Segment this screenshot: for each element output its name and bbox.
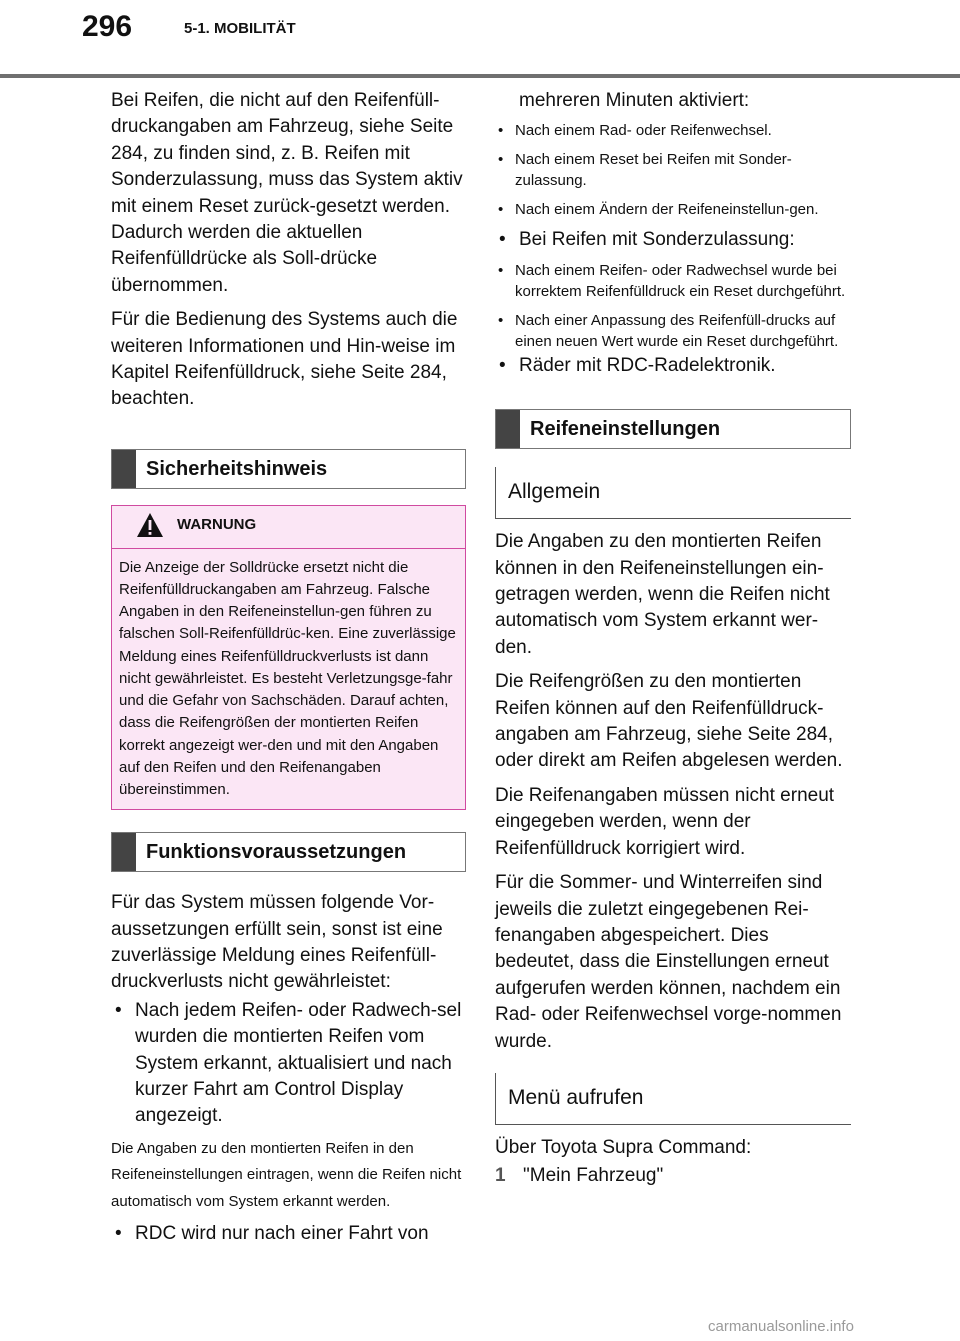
right-column: [495, 88, 851, 1190]
step-number: 1: [495, 1165, 506, 1187]
menu-heading: Menü aufrufen: [495, 1073, 851, 1125]
heading-bar: [112, 450, 136, 488]
warning-box: [111, 505, 466, 810]
step-text: "Mein Fahrzeug": [523, 1165, 664, 1187]
left-column: [111, 88, 466, 1253]
general-paragraph-3: Die Reifenangaben müssen nicht erneut eingegeben werden, wenn der Reifenfülldruck korrigiert wird.: [495, 784, 835, 859]
heading-bar: [112, 833, 136, 871]
continued-text: mehreren Minuten aktiviert:: [519, 90, 750, 111]
sub-bullet: • Nach einem Reifen- oder Radwechsel wurde bei korrektem Reifenfülldruck ein Reset durchgeführt.: [495, 260, 851, 303]
warning-icon: [136, 512, 164, 538]
general-paragraph-1: Die Angaben zu den montierten Reifen können in den Reifeneinstellungen ein-getragen werden, wenn die Reifen nicht automatisch vom System erkannt wer-den.: [495, 531, 830, 658]
special-tires-bullet: • Bei Reifen mit Sonderzulassung:: [495, 227, 851, 253]
sub-bullet: • Nach einem Reset bei Reifen mit Sonder-zulassung.: [495, 149, 851, 192]
warning-header: [112, 506, 465, 549]
warning-text: Die Anzeige der Solldrücke ersetzt nicht die Reifenfülldruckangaben am Fahrzeug. Falsche Angaben in den Reifeneinstellun-gen führen zu falschen Soll-Reifenfülldrüc-ken. Eine zuverlässige Meldung eines Reifenfülldruckverlusts ist dann nicht gewährleistet. Es besteht Verletzungsge-fahr und die Gefahr von Sachschäden. Darauf achten, dass die Reifengrößen der montierten Reifen korrekt angezeigt wer-den und mit den Angaben auf den Reifen und den Reifenangaben übereinstimmen.: [119, 558, 456, 798]
rdc-bullet: • Räder mit RDC-Radelektronik.: [495, 353, 851, 379]
function-paragraph: Für das System müssen folgende Vor-aussetzungen erfüllt sein, sonst ist eine zuverlässige Meldung eines Reifenfüll-druckverlusts nicht gewährleistet:: [111, 892, 443, 993]
general-paragraph-4: Für die Sommer- und Winterreifen sind jeweils die zuletzt eingegebenen Rei-fenangaben abgespeichert. Dies bedeutet, dass die Einstellungen erneut aufgerufen werden können, nachdem ein Rad- oder Reifenwechsel vorge-nommen wurde.: [495, 872, 842, 1052]
page-number: 296: [82, 10, 133, 43]
safety-heading: [111, 449, 466, 489]
safety-heading-text: Sicherheitshinweis: [146, 457, 328, 480]
menu-step-1: [495, 1163, 851, 1189]
general-paragraph-2: Die Reifengrößen zu den montierten Reifen können auf den Reifenfülldruck-angaben am Fahrzeug, siehe Seite 284, oder direkt am Reifen abgelesen werden.: [495, 671, 843, 772]
menu-intro: Über Toyota Supra Command:: [495, 1136, 752, 1158]
header-divider: [0, 74, 960, 78]
function-heading: [111, 832, 466, 872]
intro-paragraph-1: Bei Reifen, die nicht auf den Reifenfüll-druckangaben am Fahrzeug, siehe Seite 284, zu finden sind, z. B. Reifen mit Sonderzulassung, muss das System aktiv mit einem Reset zurück-gesetzt werden. Dadurch werden die aktuellen Reifenfülldrücke als Soll-drücke übernommen.: [111, 90, 463, 296]
sub-bullet: • Nach einem Ändern der Reifeneinstellun-gen.: [495, 199, 851, 221]
sub-bullet: • Nach einer Anpassung des Reifenfüll-drucks auf einen neuen Wert wurde ein Reset durchgeführt.: [495, 310, 851, 353]
section-title: 5-1. MOBILITÄT: [184, 20, 296, 37]
heading-bar: [496, 410, 520, 448]
function-bullet-1: • Nach jedem Reifen- oder Radwech-sel wurden die montierten Reifen vom System erkannt, aktualisiert und nach kurzer Fahrt am Control Display angezeigt.: [111, 998, 466, 1130]
tire-settings-heading: [495, 409, 851, 449]
function-note: Die Angaben zu den montierten Reifen in den Reifeneinstellungen eintragen, wenn die Reifen nicht automatisch vom System erkannt werden.: [111, 1139, 462, 1210]
general-heading: Allgemein: [495, 467, 851, 519]
warning-label: WARNUNG: [177, 515, 257, 533]
sub-bullet: • Nach einem Rad- oder Reifenwechsel.: [495, 120, 851, 142]
function-bullet-2: • RDC wird nur nach einer Fahrt von: [111, 1221, 466, 1247]
function-heading-text: Funktionsvoraussetzungen: [146, 841, 407, 864]
watermark: carmanualsonline.info: [708, 1318, 854, 1335]
tire-settings-heading-text: Reifeneinstellungen: [530, 418, 721, 441]
intro-paragraph-2: Für die Bedienung des Systems auch die weiteren Informationen und Hin-weise im Kapitel Reifenfülldruck, siehe Seite 284, beachten.: [111, 309, 458, 410]
